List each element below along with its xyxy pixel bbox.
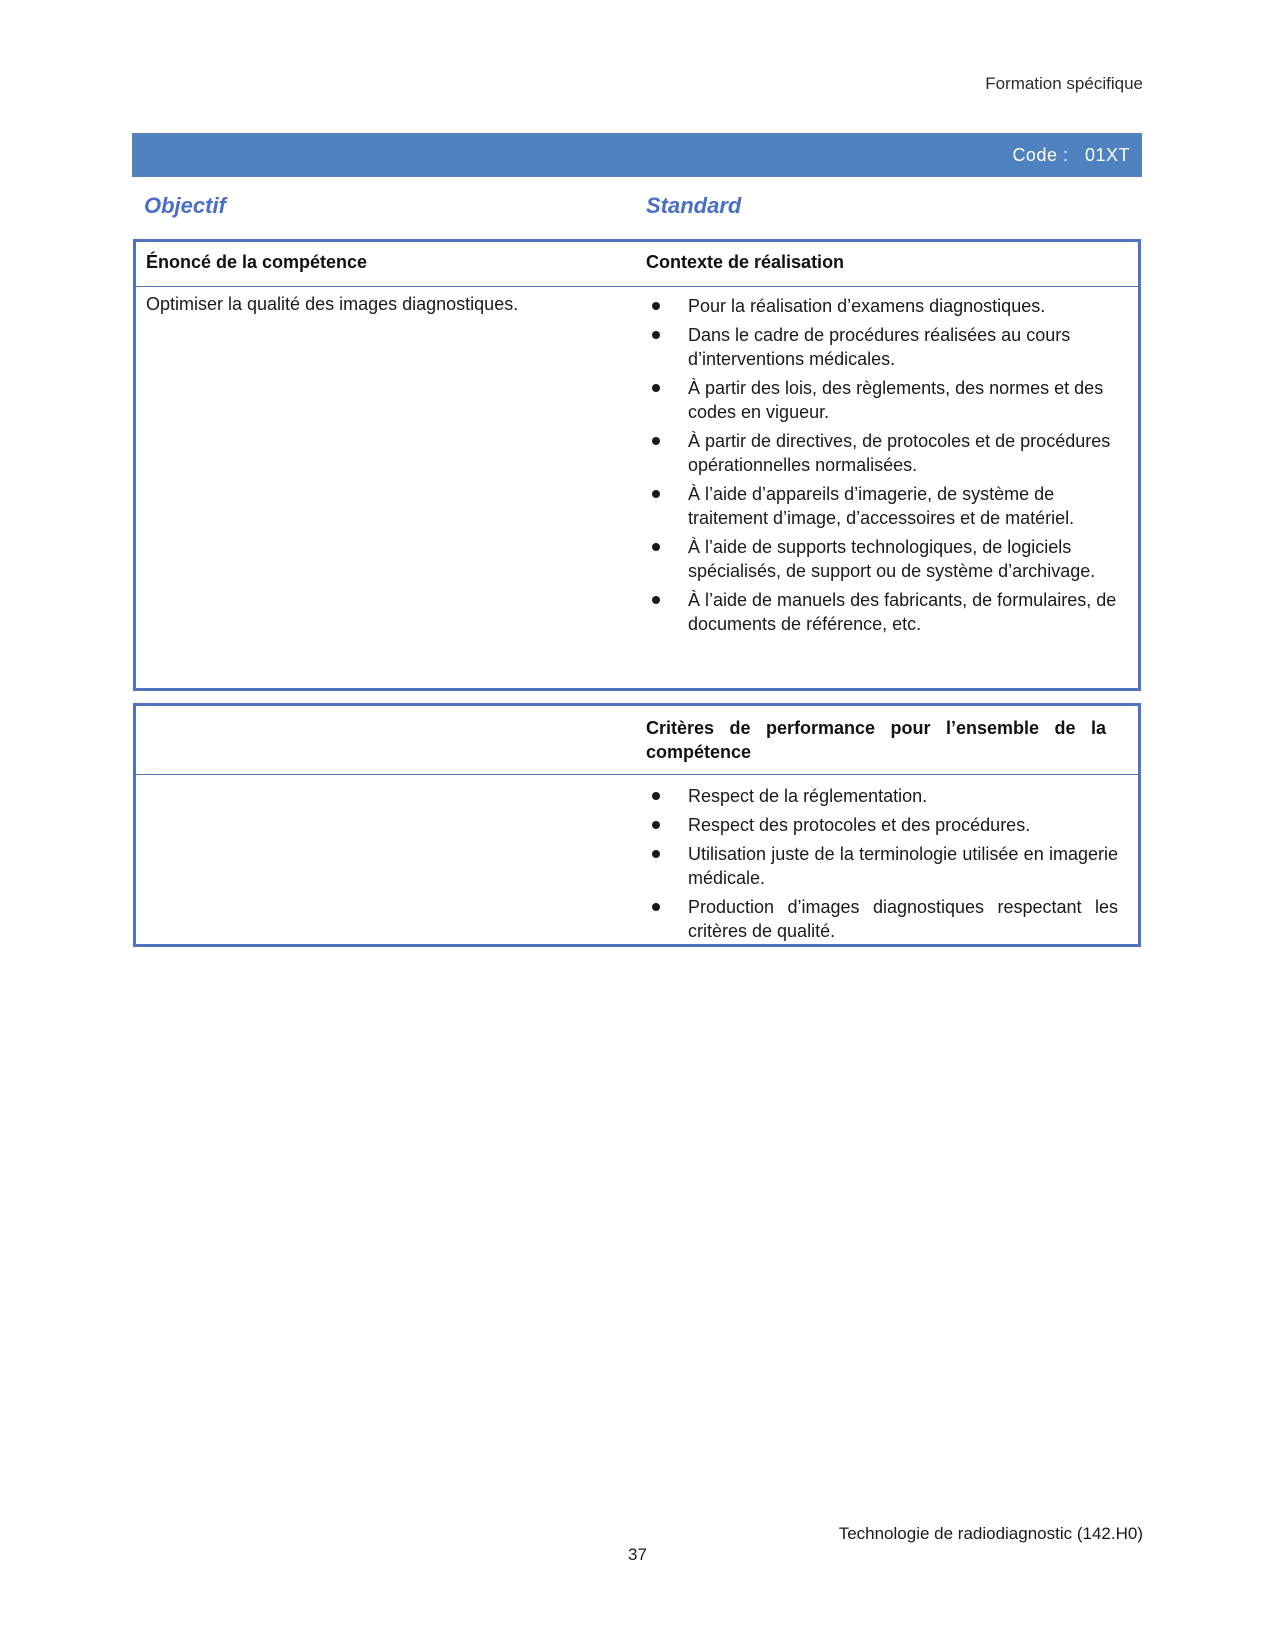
bullet-icon <box>652 490 660 498</box>
list-item <box>648 842 1118 890</box>
bullet-icon <box>652 384 660 392</box>
bullet-icon <box>652 331 660 339</box>
list-item <box>648 294 1118 318</box>
performance-item-text: Production d’images diagnostiques respectant les critères de qualité. <box>688 897 1118 941</box>
performance-item-text: Utilisation juste de la terminologie utilisée en imagerie médicale. <box>688 844 1118 888</box>
footer-program-title: Technologie de radiodiagnostic (142.H0) <box>838 1524 1143 1543</box>
running-header: Formation spécifique <box>985 74 1143 93</box>
performance-item-text: Respect des protocoles et des procédures. <box>688 815 1031 835</box>
contexte-item-text: À partir des lois, des règlements, des normes et des codes en vigueur. <box>688 378 1104 422</box>
page-number: 37 <box>628 1545 647 1564</box>
standard-label: Standard <box>646 193 742 218</box>
bullet-icon <box>652 792 660 800</box>
contexte-item-text: À l’aide de supports technologiques, de logiciels spécialisés, de support ou de système d’archivage. <box>688 537 1096 581</box>
list-item <box>648 813 1118 837</box>
list-item <box>648 588 1118 636</box>
contexte-item-text: À l’aide de manuels des fabricants, de formulaires, de documents de référence, etc. <box>688 590 1117 634</box>
contexte-item-text: À partir de directives, de protocoles et de procédures opérationnelles normalisées. <box>688 431 1111 475</box>
contexte-item-text: À l’aide d’appareils d’imagerie, de système de traitement d’image, d’accessoires et de matériel. <box>688 484 1075 528</box>
bullet-icon <box>652 543 660 551</box>
bullet-icon <box>652 821 660 829</box>
objectif-label: Objectif <box>144 193 226 218</box>
enonce-text: Optimiser la qualité des images diagnostiques. <box>146 294 519 314</box>
list-item <box>648 535 1118 583</box>
performance-list <box>648 784 1118 948</box>
code-label: Code : 01XT <box>1012 144 1130 165</box>
bullet-icon <box>652 302 660 310</box>
competence-table <box>133 239 1141 691</box>
competence-header-row <box>136 242 1138 287</box>
bullet-icon <box>652 850 660 858</box>
performance-item-text: Respect de la réglementation. <box>688 786 928 806</box>
list-item <box>648 323 1118 371</box>
list-item <box>648 376 1118 424</box>
code-banner <box>132 133 1142 177</box>
list-item <box>648 784 1118 808</box>
performance-header-row <box>136 706 1138 775</box>
bullet-icon <box>652 437 660 445</box>
list-item <box>648 429 1118 477</box>
contexte-item-text: Pour la réalisation d’examens diagnostiques. <box>688 296 1046 316</box>
bullet-icon <box>652 903 660 911</box>
contexte-item-text: Dans le cadre de procédures réalisées au cours d’interventions médicales. <box>688 325 1071 369</box>
performance-table <box>133 703 1141 947</box>
list-item <box>648 482 1118 530</box>
section-labels <box>144 193 1134 223</box>
contexte-header: Contexte de réalisation <box>646 252 845 272</box>
enonce-header: Énoncé de la compétence <box>146 252 368 272</box>
bullet-icon <box>652 596 660 604</box>
list-item <box>648 895 1118 943</box>
contexte-list <box>648 294 1118 641</box>
performance-header: Critères de performance pour l’ensemble de la compétence <box>646 718 1106 762</box>
